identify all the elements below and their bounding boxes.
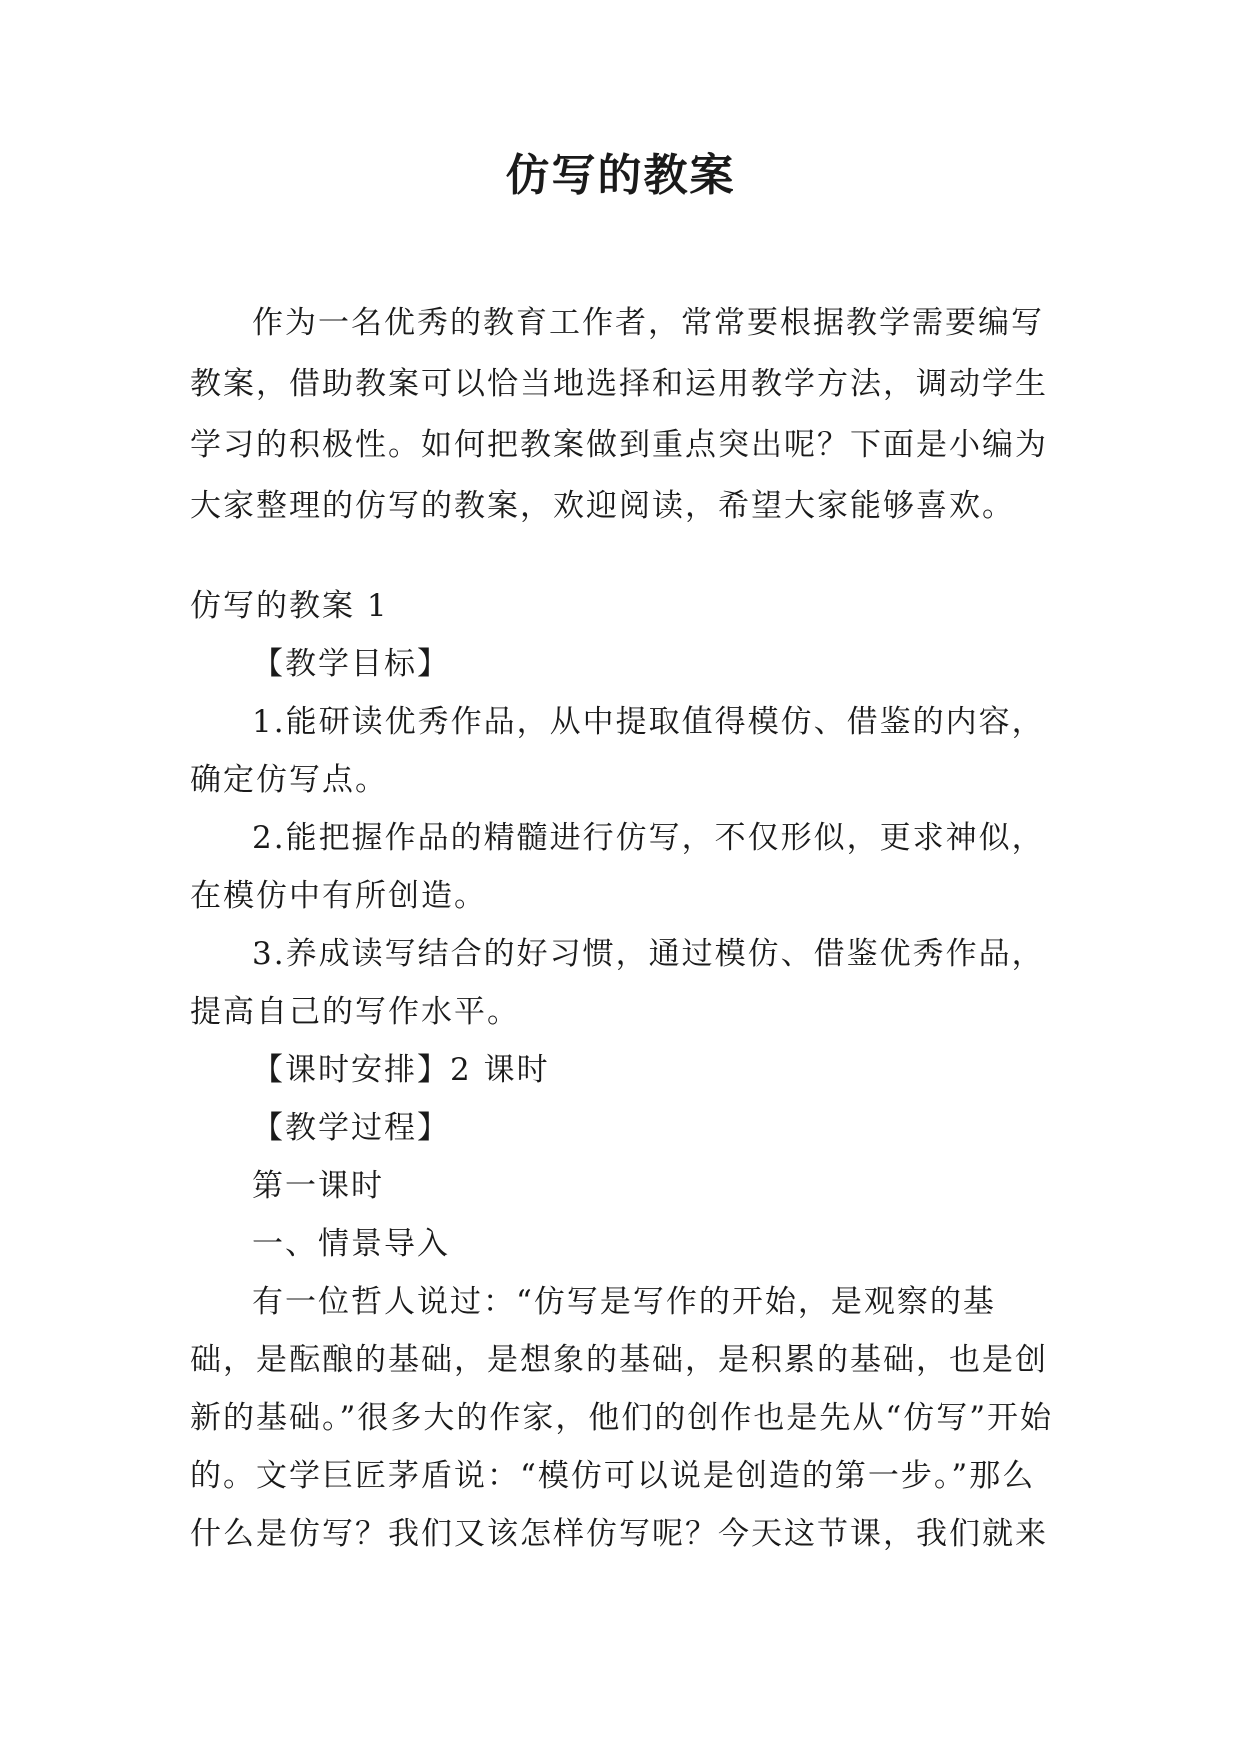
document-title: 仿写的教案 (505, 150, 736, 201)
first-lesson-heading: 第一课时 (252, 1168, 384, 1204)
section-1 (190, 577, 1060, 1563)
heading-teaching-process: 【教学过程】 (252, 1110, 450, 1146)
goal-item-1: 1.能研读优秀作品，从中提取值得模仿、借鉴的内容，确定仿写点。 (190, 704, 1045, 798)
scene-intro-paragraph: 有一位哲人说过：“仿写是写作的开始，是观察的基础，是酝酿的基础，是想象的基础，是积累的基础，也是创新的基础。”很多大的作家，他们的创作也是先从“仿写”开始的。文学巨匠茅盾说：“模仿可以说是创造的第一步。”那么什么是仿写？我们又该怎样仿写呢？今天这节课，我们就来 (190, 1284, 1054, 1552)
scene-intro-heading: 一、情景导入 (252, 1226, 450, 1262)
goal-item-2: 2.能把握作品的精髓进行仿写，不仅形似，更求神似，在模仿中有所创造。 (190, 820, 1045, 914)
intro-paragraph: 作为一名优秀的教育工作者，常常要根据教学需要编写教案，借助教案可以恰当地选择和运用教学方法，调动学生学习的积极性。如何把教案做到重点突出呢？下面是小编为大家整理的仿写的教案，欢迎阅读，希望大家能够喜欢。 (190, 305, 1048, 524)
goal-item-3: 3.养成读写结合的好习惯，通过模仿、借鉴优秀作品，提高自己的写作水平。 (190, 936, 1045, 1030)
class-schedule: 【课时安排】2 课时 (252, 1052, 550, 1088)
document-body (190, 293, 1060, 1563)
section-heading: 仿写的教案 1 (190, 588, 389, 624)
heading-teaching-goals: 【教学目标】 (252, 646, 450, 682)
